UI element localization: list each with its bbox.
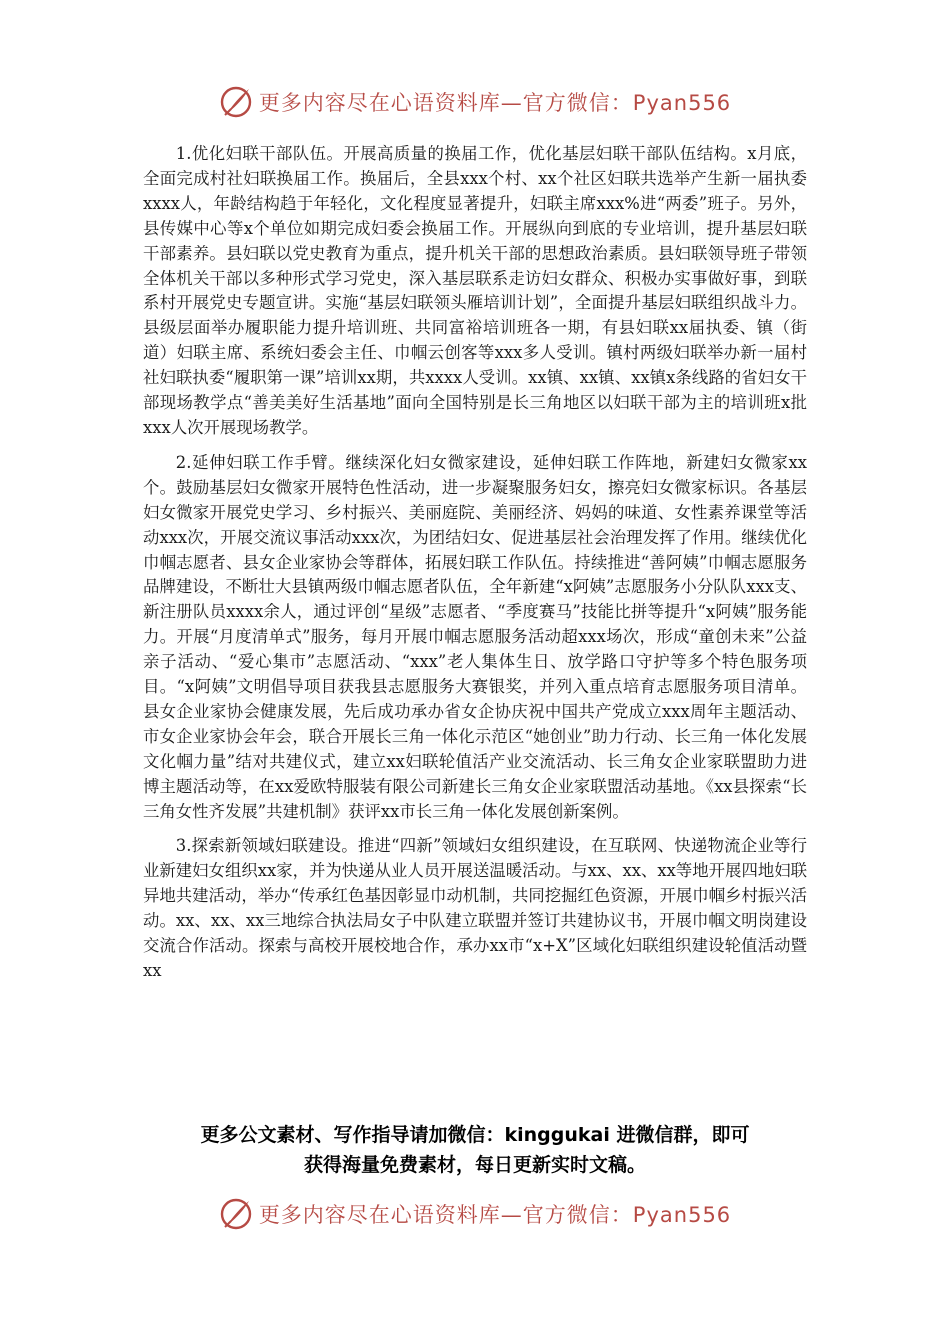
quill-logo-icon	[219, 1197, 253, 1231]
promo-notice	[120, 1120, 830, 1180]
paragraph-2: 2.延伸妇联工作手臂。继续深化妇女微家建设，延伸妇联工作阵地，新建妇女微家xx个。鼓励基层妇女微家开展特色性活动，进一步凝聚服务妇女，擦亮妇女微家标识。各基层妇女微家开展党史学习、乡村振兴、美丽庭院、美丽经济、妈妈的味道、女性素养课堂等活动xxx次，开展交流议事活动xxx次，为团结妇女、促进基层社会治理发挥了作用。继续优化巾帼志愿者、县女企业家协会等群体，拓展妇联工作队伍。持续推进“善阿姨”巾帼志愿服务品牌建设，不断壮大县镇两级巾帼志愿者队伍，全年新建“x阿姨”志愿服务小分队队xxx支、新注册队员xxxx余人，通过评创“星级”志愿者、“季度赛马”技能比拼等提升“x阿姨”服务能力。开展“月度清单式”服务，每月开展巾帼志愿服务活动超xxx场次，形成“童创未来”公益亲子活动、“爱心集市”志愿活动、“xxx”老人集体生日、放学路口守护等多个特色服务项目。“x阿姨”文明倡导项目获我县志愿服务大赛银奖，并列入重点培育志愿服务项目清单。县女企业家协会健康发展，先后成功承办省女企协庆祝中国共产党成立xxx周年主题活动、市女企业家协会年会，联合开展长三角一体化示范区“她创业”助力行动、长三角一体化发展文化帼力量”结对共建仪式，建立xx妇联轮值活产业交流活动、长三角女企业家联盟助力进博主题活动等，在xx爱欧特服装有限公司新建长三角女企业家联盟活动基地。《xx县探索“长三角女性齐发展”共建机制》获评xx市长三角一体化发展创新案例。	[143, 452, 807, 821]
header-banner-text: 更多内容尽在心语资料库—官方微信：Pyan556	[258, 91, 732, 115]
quill-logo-icon	[219, 85, 253, 119]
paragraph-3: 3.探索新领域妇联建设。推进“四新”领域妇女组织建设，在互联网、快递物流企业等行业新建妇女组织xx家，并为快递从业人员开展送温暖活动。与xx、xx、xx等地开展四地妇联异地共建活动，举办“传承红色基因彰显巾动机制，共同挖掘红色资源，开展巾帼乡村振兴活动。xx、xx、xx三地综合执法局女子中队建立联盟并签订共建协议书，开展巾帼文明岗建设交流合作活动。探索与高校开展校地合作，承办xx市“x+X”区域化妇联组织建设轮值活动暨xx	[143, 836, 808, 980]
header-banner	[0, 82, 950, 122]
footer-banner-text: 更多内容尽在心语资料库—官方微信：Pyan556	[258, 1203, 732, 1227]
promo-line-1: 更多公文素材、写作指导请加微信：kinggukai 进微信群，即可	[200, 1124, 750, 1146]
document-body	[143, 142, 807, 984]
promo-line-2: 获得海量免费素材，每日更新实时文稿。	[303, 1154, 646, 1176]
paragraph-1: 1.优化妇联干部队伍。开展高质量的换届工作，优化基层妇联干部队伍结构。x月底，全面完成村社妇联换届工作。换届后，全县xxx个村、xx个社区妇联共选举产生新一届执委xxxx人，年龄结构趋于年轻化，文化程度显著提升，妇联主席xxx%进“两委”班子。另外，县传媒中心等x个单位如期完成妇委会换届工作。开展纵向到底的专业培训，提升基层妇联干部素养。县妇联以党史教育为重点，提升机关干部的思想政治素质。县妇联领导班子带领全体机关干部以多种形式学习党史，深入基层联系走访妇女群众、积极办实事做好事，到联系村开展党史专题宣讲。实施“基层妇联领头雁培训计划”，全面提升基层妇联组织战斗力。县级层面举办履职能力提升培训班、共同富裕培训班各一期，有县妇联xx届执委、镇（街道）妇联主席、系统妇委会主任、巾帼云创客等xxx多人受训。镇村两级妇联举办新一届村社妇联执委“履职第一课”培训xx期，共xxxx人受训。xx镇、xx镇、xx镇x条线路的省妇女干部现场教学点“善美美好生活基地”面向全国特别是长三角地区以妇联干部为主的培训班x批xxx人次开展现场教学。	[143, 144, 807, 437]
footer-banner	[0, 1194, 950, 1234]
